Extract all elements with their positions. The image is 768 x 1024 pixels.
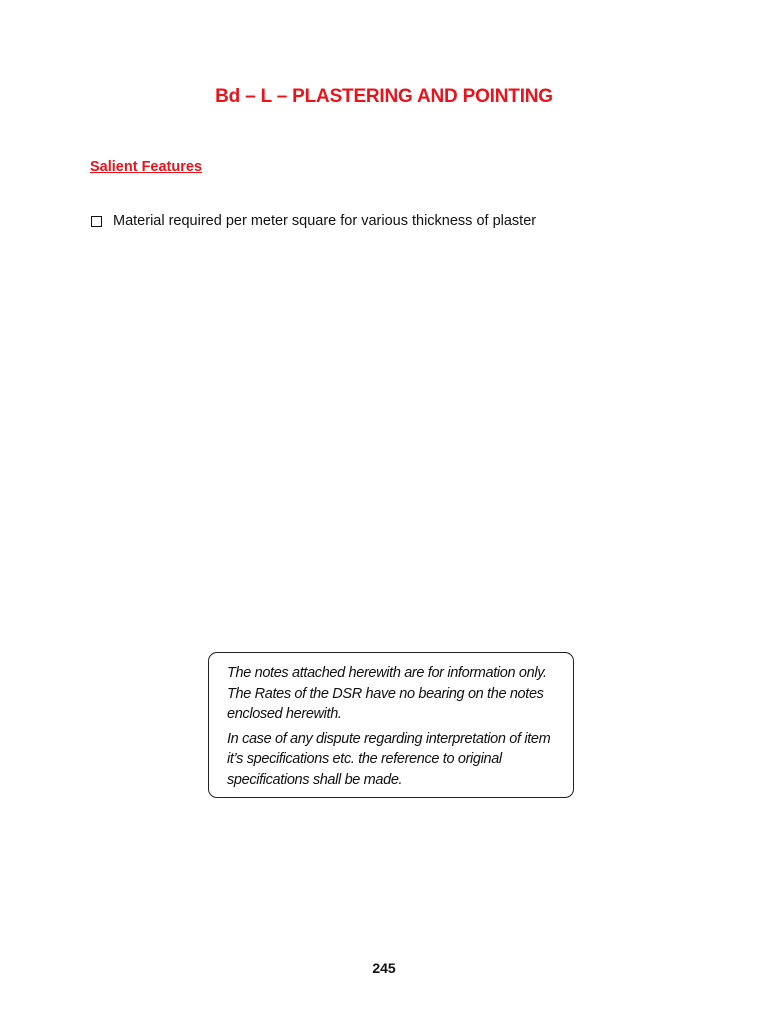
disclaimer-paragraph-1: The notes attached herewith are for information only. The Rates of the DSR have no bearing on the notes enclosed herewith. <box>227 665 547 722</box>
bullet-item <box>91 213 536 229</box>
bullet-item-text: Material required per meter square for various thickness of plaster <box>113 213 537 229</box>
section-heading: Salient Features <box>90 159 203 175</box>
checkbox-bullet-icon <box>91 216 102 227</box>
disclaimer-box <box>208 652 574 798</box>
page-title: Bd – L – PLASTERING AND POINTING <box>215 86 553 107</box>
disclaimer-paragraph-2: In case of any dispute regarding interpretation of item it’s specifications etc. the reference to original specifications shall be made. <box>227 730 551 788</box>
page-number: 245 <box>372 960 396 976</box>
